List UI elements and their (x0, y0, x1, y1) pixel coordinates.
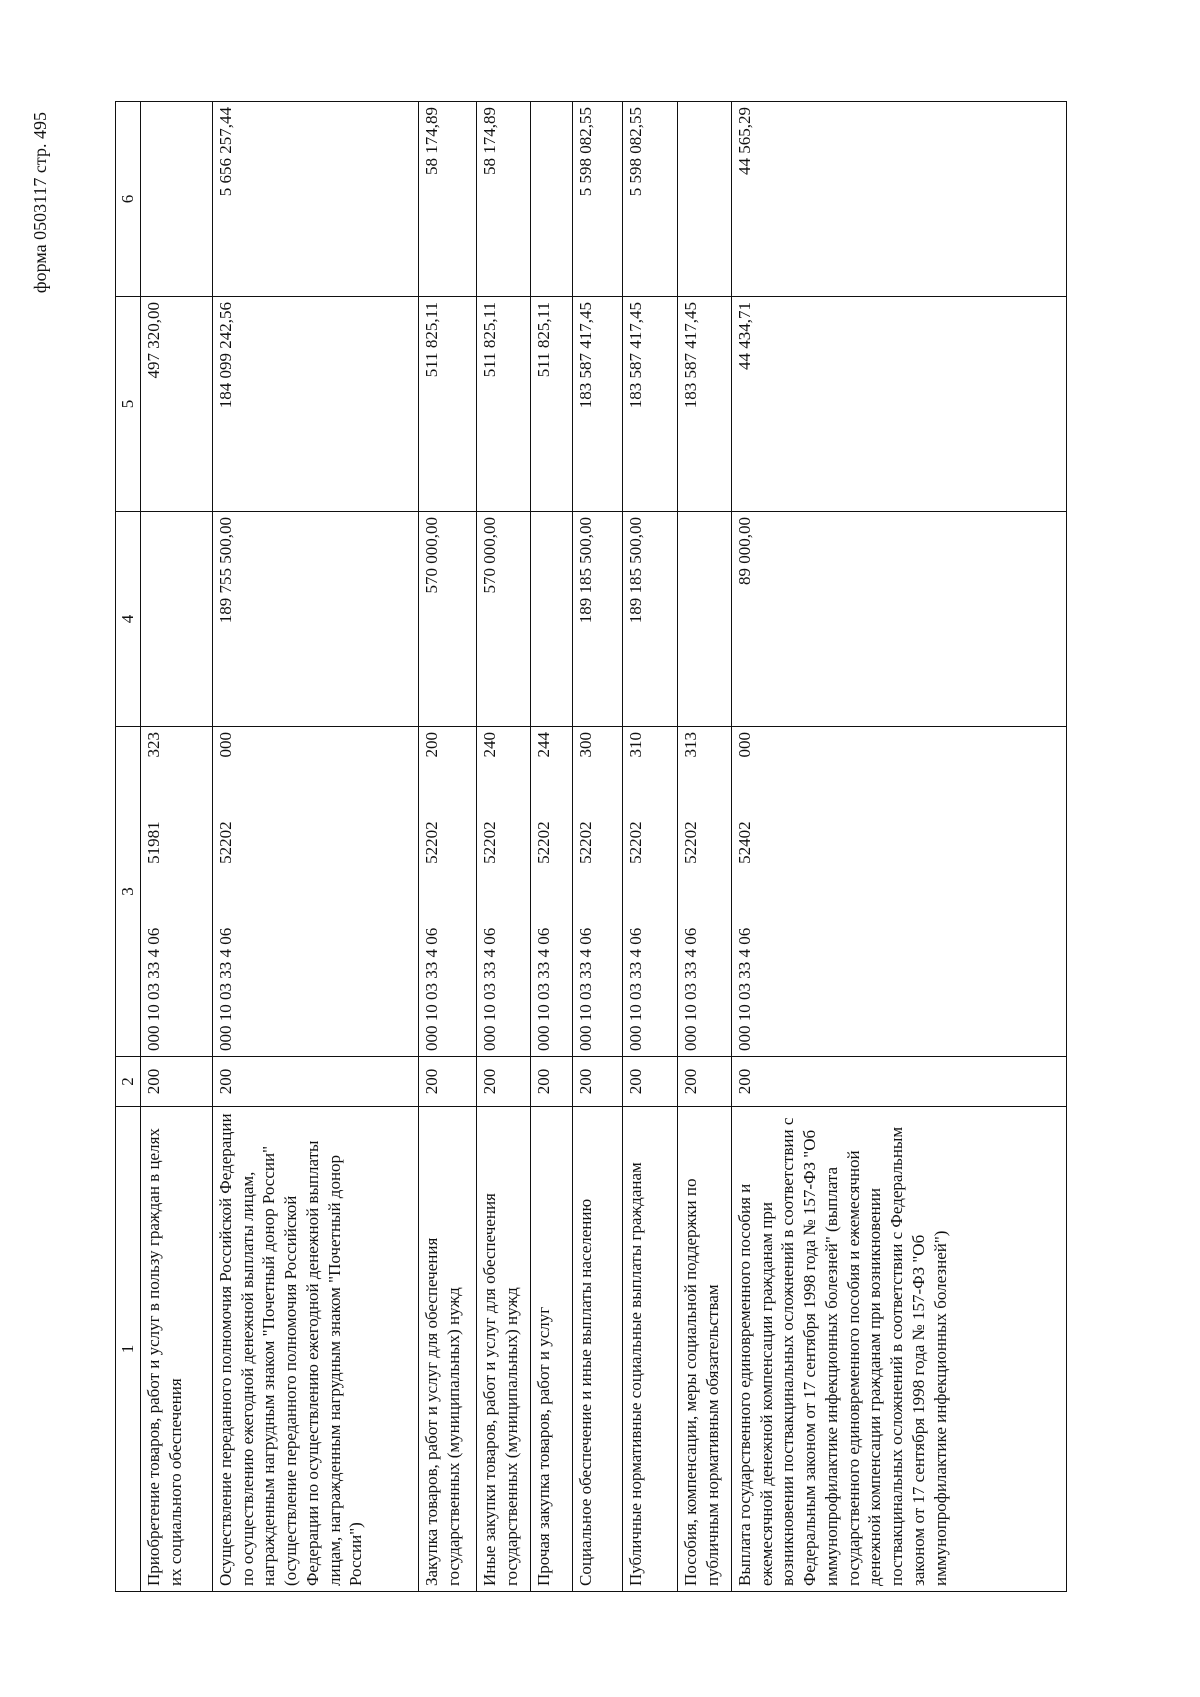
row-unexecuted: 58 174,89 (476, 102, 530, 297)
row-unexecuted (140, 102, 212, 297)
code-part-2: 52202 (575, 821, 595, 864)
code-part-3: 200 (421, 732, 441, 758)
code-part-1: 000 10 03 33 4 06 (575, 927, 595, 1051)
table-row (731, 102, 1066, 1592)
row-approved: 570 000,00 (418, 512, 476, 727)
row-line-code: 200 (731, 1057, 1066, 1107)
table-row (212, 102, 418, 1592)
column-header-6: 6 (116, 102, 141, 297)
row-line-code: 200 (677, 1057, 731, 1107)
code-part-3: 300 (575, 732, 595, 758)
code-part-2: 52202 (533, 821, 553, 864)
row-name: Социальное обеспечение и иные выплаты населению (572, 1107, 622, 1592)
row-approved: 189 755 500,00 (212, 512, 418, 727)
row-line-code: 200 (418, 1057, 476, 1107)
row-name: Выплата государственного единовременного пособия и ежемесячной денежной компенсации гражданам при возникновении поствакцинальных осложнений в соответствии с Федеральным законом от 17 сентября 1998 года № 157-ФЗ "Об иммунопрофилактике инфекционных болезней" (выплата государственного единовременного пособия и ежемесячной денежной компенсации гражданам при возникновении поствакцинальных осложнений в соответствии с Федеральным законом от 17 сентября 1998 года № 157-ФЗ "Об иммунопрофилактике инфекционных болезней") (731, 1107, 1066, 1592)
code-part-3: 313 (680, 732, 700, 758)
code-part-3: 244 (533, 732, 553, 758)
row-budget-code (731, 727, 1066, 1057)
row-approved: 189 185 500,00 (572, 512, 622, 727)
column-header-4: 4 (116, 512, 141, 727)
code-part-3: 240 (479, 732, 499, 758)
row-name: Закупка товаров, работ и услуг для обеспечения государственных (муниципальных) нужд (418, 1107, 476, 1592)
row-unexecuted: 44 565,29 (731, 102, 1066, 297)
column-header-5: 5 (116, 297, 141, 512)
code-part-1: 000 10 03 33 4 06 (215, 927, 235, 1051)
code-part-3: 000 (215, 732, 235, 758)
row-executed: 511 825,11 (476, 297, 530, 512)
row-unexecuted (530, 102, 572, 297)
row-budget-code (476, 727, 530, 1057)
row-name: Публичные нормативные социальные выплаты гражданам (622, 1107, 677, 1592)
table-row (677, 102, 731, 1592)
row-line-code: 200 (140, 1057, 212, 1107)
code-part-3: 310 (625, 732, 645, 758)
code-part-2: 52202 (215, 821, 235, 864)
code-part-2: 52402 (734, 821, 754, 864)
row-unexecuted: 5 656 257,44 (212, 102, 418, 297)
row-unexecuted (677, 102, 731, 297)
row-name: Осуществление переданного полномочия Российской Федерации по осуществлению ежегодной денежной выплаты лицам, награжденным нагрудным знаком "Почетный донор России" (осуществление переданного полномочия Российской Федерации по осуществлению ежегодной денежной выплаты лицам, награжденным нагрудным знаком "Почетный донор России") (212, 1107, 418, 1592)
row-budget-code (677, 727, 731, 1057)
code-part-2: 52202 (680, 821, 700, 864)
row-line-code: 200 (476, 1057, 530, 1107)
row-budget-code (418, 727, 476, 1057)
row-unexecuted: 5 598 082,55 (622, 102, 677, 297)
row-unexecuted: 58 174,89 (418, 102, 476, 297)
code-part-3: 000 (734, 732, 754, 758)
table-row (622, 102, 677, 1592)
code-part-1: 000 10 03 33 4 06 (680, 927, 700, 1051)
row-budget-code (622, 727, 677, 1057)
code-part-1: 000 10 03 33 4 06 (421, 927, 441, 1051)
table-row (572, 102, 622, 1592)
row-line-code: 200 (530, 1057, 572, 1107)
row-approved: 570 000,00 (476, 512, 530, 727)
column-header-2: 2 (116, 1057, 141, 1107)
row-name: Пособия, компенсации, меры социальной поддержки по публичным нормативным обязательствам (677, 1107, 731, 1592)
row-budget-code (530, 727, 572, 1057)
code-part-1: 000 10 03 33 4 06 (734, 927, 754, 1051)
row-unexecuted: 5 598 082,55 (572, 102, 622, 297)
code-part-2: 52202 (479, 821, 499, 864)
row-approved: 189 185 500,00 (622, 512, 677, 727)
row-name: Приобретение товаров, работ и услуг в пользу граждан в целях их социального обеспечения (140, 1107, 212, 1592)
budget-execution-table (115, 101, 1067, 1592)
code-part-2: 52202 (421, 821, 441, 864)
row-executed: 183 587 417,45 (572, 297, 622, 512)
code-part-3: 323 (143, 732, 163, 758)
code-part-1: 000 10 03 33 4 06 (143, 927, 163, 1051)
row-executed: 44 434,71 (731, 297, 1066, 512)
row-budget-code (140, 727, 212, 1057)
form-reference: форма 0503117 стр. 495 (30, 112, 50, 294)
column-number-row (116, 102, 141, 1592)
row-approved (140, 512, 212, 727)
row-executed: 497 320,00 (140, 297, 212, 512)
column-header-3: 3 (116, 727, 141, 1057)
row-executed: 183 587 417,45 (622, 297, 677, 512)
row-line-code: 200 (572, 1057, 622, 1107)
table-row (418, 102, 476, 1592)
row-approved (530, 512, 572, 727)
row-line-code: 200 (622, 1057, 677, 1107)
table-row (140, 102, 212, 1592)
code-part-2: 52202 (625, 821, 645, 864)
table-row (476, 102, 530, 1592)
row-approved (677, 512, 731, 727)
code-part-1: 000 10 03 33 4 06 (533, 927, 553, 1051)
row-executed: 511 825,11 (418, 297, 476, 512)
row-name: Прочая закупка товаров, работ и услуг (530, 1107, 572, 1592)
row-name: Иные закупки товаров, работ и услуг для обеспечения государственных (муниципальных) нужд (476, 1107, 530, 1592)
table-row (530, 102, 572, 1592)
row-executed: 183 587 417,45 (677, 297, 731, 512)
code-part-2: 51981 (143, 821, 163, 864)
row-budget-code (212, 727, 418, 1057)
row-executed: 511 825,11 (530, 297, 572, 512)
row-line-code: 200 (212, 1057, 418, 1107)
row-executed: 184 099 242,56 (212, 297, 418, 512)
code-part-1: 000 10 03 33 4 06 (479, 927, 499, 1051)
column-header-1: 1 (116, 1107, 141, 1592)
row-approved: 89 000,00 (731, 512, 1066, 727)
code-part-1: 000 10 03 33 4 06 (625, 927, 645, 1051)
row-budget-code (572, 727, 622, 1057)
